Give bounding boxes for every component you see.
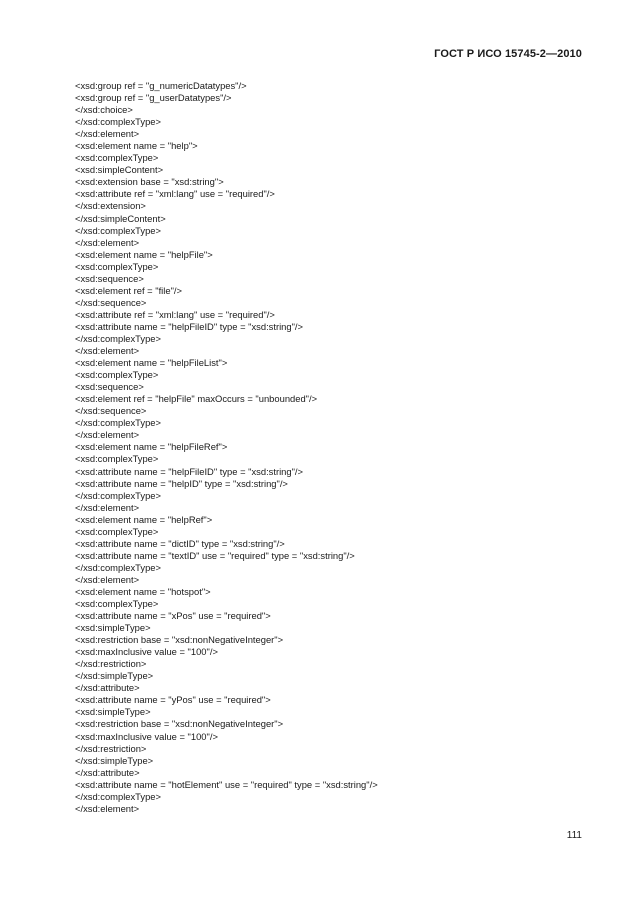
code-line: </xsd:element> xyxy=(75,345,140,357)
document-header: ГОСТ Р ИСО 15745-2—2010 xyxy=(434,48,582,60)
code-line: </xsd:restriction> xyxy=(75,658,147,670)
code-line: <xsd:element name = "helpRef"> xyxy=(75,513,213,525)
code-line: </xsd:extension> xyxy=(75,200,146,212)
code-line: <xsd:maxInclusive value = "100"/> xyxy=(75,646,218,658)
code-line: <xsd:restriction base = "xsd:nonNegativeInteger"> xyxy=(75,634,284,646)
code-line: </xsd:element> xyxy=(75,802,140,814)
code-line: </xsd:restriction> xyxy=(75,742,147,754)
code-line: <xsd:complexType> xyxy=(75,598,159,610)
code-line: <xsd:complexType> xyxy=(75,453,159,465)
code-line: </xsd:complexType> xyxy=(75,224,161,236)
code-line: <xsd:sequence> xyxy=(75,272,144,284)
code-line: </xsd:complexType> xyxy=(75,489,161,501)
code-line: </xsd:simpleType> xyxy=(75,670,154,682)
code-line: </xsd:complexType> xyxy=(75,116,161,128)
code-line: <xsd:complexType> xyxy=(75,525,159,537)
code-line: <xsd:attribute name = "xPos" use = "required"> xyxy=(75,610,271,622)
code-line: <xsd:element name = "help"> xyxy=(75,140,198,152)
code-line: <xsd:element name = "helpFile"> xyxy=(75,248,213,260)
code-line: <xsd:element name = "helpFileRef"> xyxy=(75,441,228,453)
code-line: <xsd:attribute ref = "xml:lang" use = "required"/> xyxy=(75,308,275,320)
code-line: <xsd:attribute name = "helpID" type = "xsd:string"/> xyxy=(75,477,288,489)
code-line: <xsd:attribute name = "dictID" type = "xsd:string"/> xyxy=(75,537,285,549)
code-line: <xsd:complexType> xyxy=(75,260,159,272)
code-line: <xsd:attribute name = "helpFileID" type = "xsd:string"/> xyxy=(75,320,304,332)
code-line: </xsd:choice> xyxy=(75,104,133,116)
code-line: </xsd:simpleContent> xyxy=(75,212,166,224)
code-line: <xsd:attribute name = "hotElement" use = "required" type = "xsd:string"/> xyxy=(75,778,378,790)
code-line: <xsd:group ref = "g_numericDatatypes"/> xyxy=(75,80,247,91)
code-line: </xsd:complexType> xyxy=(75,790,161,802)
code-line: <xsd:maxInclusive value = "100"/> xyxy=(75,730,218,742)
code-line: </xsd:element> xyxy=(75,573,140,585)
code-line: <xsd:attribute ref = "xml:lang" use = "required"/> xyxy=(75,188,275,200)
code-line: <xsd:extension base = "xsd:string"> xyxy=(75,176,224,188)
code-line: </xsd:sequence> xyxy=(75,405,147,417)
code-line: </xsd:element> xyxy=(75,501,140,513)
code-line: </xsd:attribute> xyxy=(75,766,140,778)
code-line: <xsd:complexType> xyxy=(75,152,159,164)
code-line: <xsd:attribute name = "textID" use = "required" type = "xsd:string"/> xyxy=(75,549,355,561)
xsd-code-block xyxy=(75,80,575,815)
code-line: <xsd:simpleType> xyxy=(75,706,151,718)
code-line: </xsd:complexType> xyxy=(75,332,161,344)
code-line: <xsd:attribute name = "helpFileID" type = "xsd:string"/> xyxy=(75,465,304,477)
code-line: <xsd:attribute name = "yPos" use = "required"> xyxy=(75,694,271,706)
code-line: <xsd:simpleContent> xyxy=(75,164,164,176)
code-line: </xsd:element> xyxy=(75,128,140,140)
code-line: <xsd:complexType> xyxy=(75,369,159,381)
code-line: <xsd:element ref = "helpFile" maxOccurs = "unbounded"/> xyxy=(75,393,318,405)
code-line: <xsd:group ref = "g_userDatatypes"/> xyxy=(75,92,232,104)
code-line: </xsd:attribute> xyxy=(75,682,140,694)
code-line: <xsd:sequence> xyxy=(75,381,144,393)
code-line: </xsd:element> xyxy=(75,236,140,248)
code-line: </xsd:complexType> xyxy=(75,417,161,429)
code-line: <xsd:simpleType> xyxy=(75,622,151,634)
code-line: </xsd:element> xyxy=(75,429,140,441)
page-number: 111 xyxy=(566,830,582,841)
code-line: <xsd:element ref = "file"/> xyxy=(75,284,182,296)
code-line: </xsd:simpleType> xyxy=(75,754,154,766)
code-line: <xsd:restriction base = "xsd:nonNegativeInteger"> xyxy=(75,718,284,730)
code-line: <xsd:element name = "hotspot"> xyxy=(75,585,211,597)
code-line: <xsd:element name = "helpFileList"> xyxy=(75,357,228,369)
code-line: </xsd:sequence> xyxy=(75,296,147,308)
code-line: </xsd:complexType> xyxy=(75,561,161,573)
